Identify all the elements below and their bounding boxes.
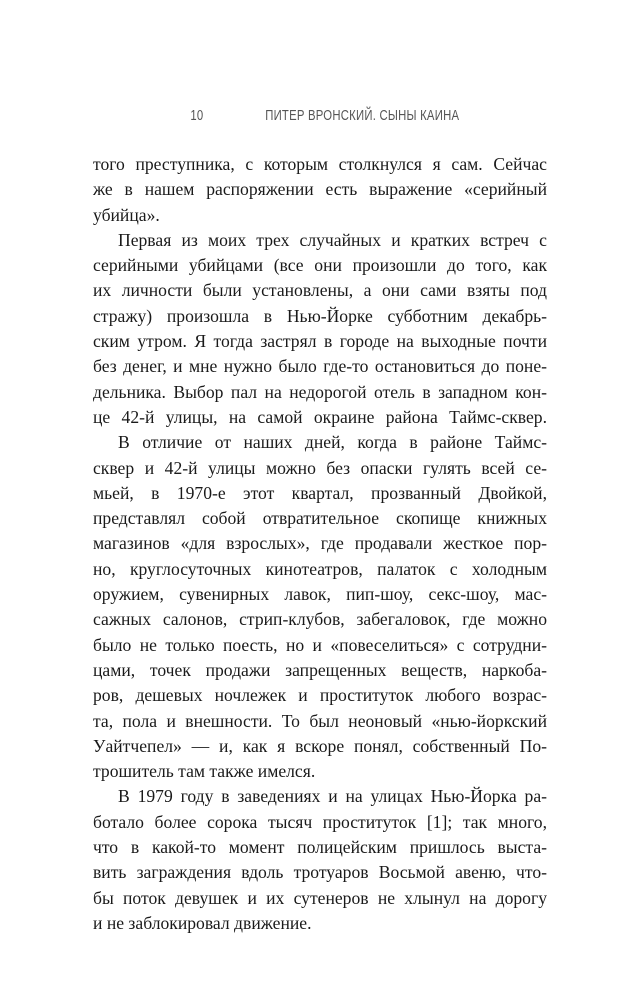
text-line: стражу) произошла в Нью-Йорке субботним декабрь- bbox=[93, 305, 547, 326]
running-head bbox=[0, 108, 483, 128]
text-line: В отличие от наших дней, когда в районе Таймс- bbox=[118, 432, 547, 453]
running-head-title: ПИТЕР ВРОНСКИЙ. СЫНЫ КАИНА bbox=[265, 108, 460, 124]
text-line: це 42-й улицы, на самой окраине района Таймс-сквер. bbox=[93, 406, 547, 427]
text-line: было не только поесть, но и «повеселиться» с сотрудни- bbox=[93, 634, 547, 655]
text-line: убийца». bbox=[93, 204, 160, 225]
text-line: и не заблокировал движение. bbox=[93, 912, 312, 933]
text-line: мьей, в 1970-е этот квартал, прозванный Двойкой, bbox=[93, 482, 547, 503]
text-line: ботало более сорока тысяч проституток [1]; так много, bbox=[93, 811, 547, 832]
text-line: но, круглосуточных кинотеатров, палаток с холодным bbox=[93, 558, 547, 579]
text-line: того преступника, с которым столкнулся я сам. Сейчас bbox=[93, 154, 547, 174]
text-line: Первая из моих трех случайных и кратких встреч с bbox=[118, 229, 547, 250]
text-line: сажных салонов, стрип-клубов, забегаловок, где можно bbox=[93, 609, 547, 630]
text-line: магазинов «для взрослых», где продавали жесткое пор- bbox=[93, 533, 547, 554]
text-line: оружием, сувенирных лавок, пип-шоу, секс-шоу, мас- bbox=[93, 584, 547, 605]
text-line: что в какой-то момент полицейским пришлось выста- bbox=[93, 837, 547, 858]
text-line: В 1979 году в заведениях и на улицах Нью-Йорка ра- bbox=[118, 786, 547, 807]
text-line: вить заграждения вдоль тротуаров Восьмой авеню, что- bbox=[93, 862, 547, 883]
text-line: ров, дешевых ночлежек и проституток любого возрас- bbox=[93, 685, 547, 706]
text-line: трошитель там также имелся. bbox=[93, 761, 316, 782]
text-line: дельника. Выбор пал на недорогой отель в западном кон- bbox=[93, 381, 547, 402]
text-line: Уайтчепел» — и, как я вскоре понял, собственный По- bbox=[93, 735, 547, 756]
body-text bbox=[93, 152, 547, 936]
text-line: сквер и 42-й улицы можно без опаски гулять всей се- bbox=[93, 457, 547, 478]
text-line: серийными убийцами (все они произошли до того, как bbox=[93, 255, 547, 276]
text-line: представлял собой отвратительное скопище книжных bbox=[93, 508, 547, 529]
text-line: их личности были установлены, а они сами взяты под bbox=[93, 280, 547, 301]
text-line: бы поток девушек и их сутенеров не хлынул на дорогу bbox=[93, 887, 547, 908]
text-line: без денег, и мне нужно было где-то остановиться до поне- bbox=[93, 356, 547, 377]
text-line: же в нашем распоряжении есть выражение «серийный bbox=[93, 179, 547, 200]
text-line: ским утром. Я тогда застрял в городе на выходные почти bbox=[93, 331, 547, 352]
page-number: 10 bbox=[190, 108, 204, 124]
text-line: та, пола и внешности. То был неоновый «нью-йоркский bbox=[93, 710, 547, 731]
text-line: цами, точек продажи запрещенных веществ, наркоба- bbox=[93, 659, 547, 680]
